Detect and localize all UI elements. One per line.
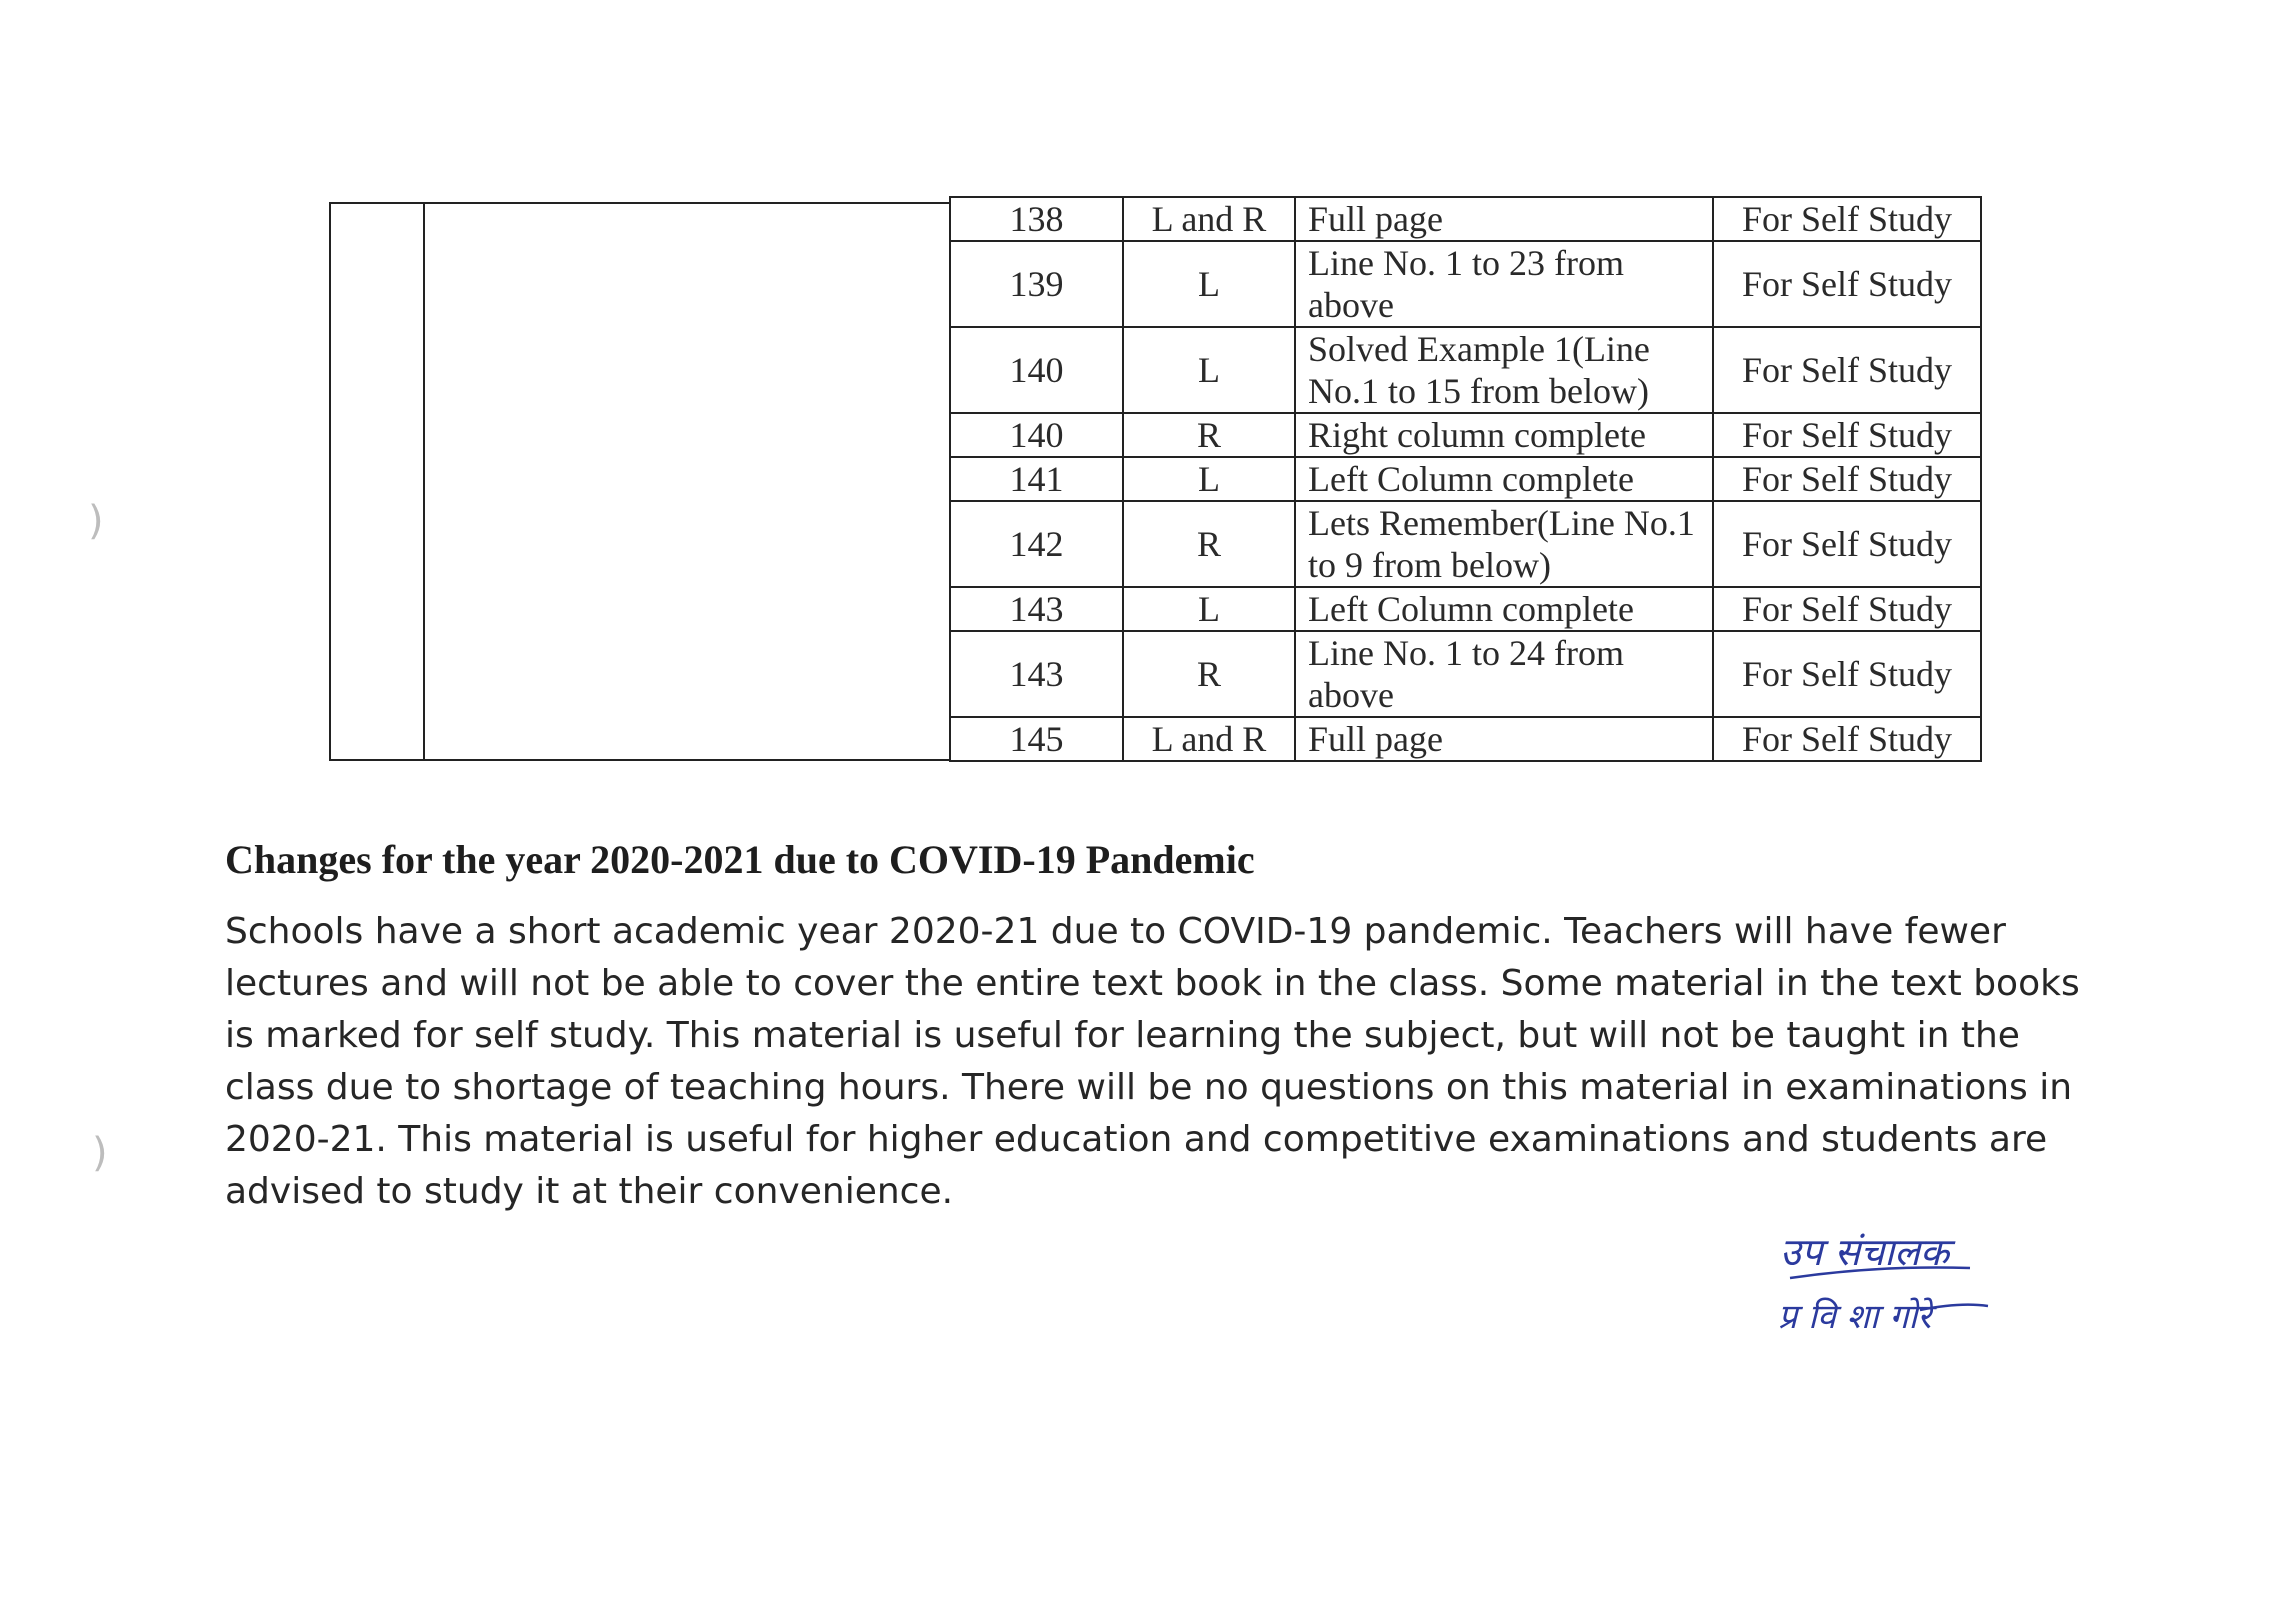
remark-cell: For Self Study	[1713, 413, 1981, 457]
remark-cell: For Self Study	[1713, 327, 1981, 413]
page-number-cell: 141	[950, 457, 1123, 501]
page-number-cell: 140	[950, 327, 1123, 413]
remark-cell: For Self Study	[1713, 717, 1981, 761]
column-cell: L and R	[1123, 717, 1295, 761]
table-row	[950, 717, 1981, 761]
signature-line2: प्र वि शा गोरे	[1778, 1297, 1932, 1337]
notice-heading: Changes for the year 2020-2021 due to COVID-19 Pandemic	[225, 837, 1255, 882]
notice-body: Schools have a short academic year 2020-21 due to COVID-19 pandemic. Teachers will have fewer lectures and will not be able to cover the entire text book in the class. Some material in the text books is marked for self study. This material is useful for learning the subject, but will not be taught in the class due to shortage of teaching hours. There will be no questions on this material in examinations in 2020-21. This material is useful for higher education and competitive examinations and students are advised to study it at their convenience.	[225, 911, 2080, 1212]
table-row	[950, 501, 1981, 587]
signature-mark	[1770, 1210, 2000, 1360]
page-number-cell: 143	[950, 587, 1123, 631]
remark-cell: For Self Study	[1713, 587, 1981, 631]
signature-line1: उप संचालक	[1780, 1230, 1950, 1274]
description-cell: Left Column complete	[1295, 587, 1713, 631]
remark-cell: For Self Study	[1713, 501, 1981, 587]
page-number-cell: 142	[950, 501, 1123, 587]
page-number-cell: 145	[950, 717, 1123, 761]
table-row	[950, 197, 1981, 241]
scan-mark-upper: )	[88, 498, 104, 544]
table-row	[950, 457, 1981, 501]
table-column-divider	[423, 204, 425, 759]
description-cell: Line No. 1 to 24 from above	[1295, 631, 1713, 717]
table-row	[950, 327, 1981, 413]
column-cell: L	[1123, 241, 1295, 327]
scan-mark-lower: )	[92, 1130, 108, 1176]
table-blank-columns	[329, 202, 951, 761]
remark-cell: For Self Study	[1713, 241, 1981, 327]
column-cell: L	[1123, 457, 1295, 501]
description-cell: Full page	[1295, 197, 1713, 241]
description-cell: Solved Example 1(Line No.1 to 15 from below)	[1295, 327, 1713, 413]
table-row	[950, 587, 1981, 631]
description-cell: Right column complete	[1295, 413, 1713, 457]
table-row	[950, 631, 1981, 717]
page-number-cell: 138	[950, 197, 1123, 241]
description-cell: Lets Remember(Line No.1 to 9 from below)	[1295, 501, 1713, 587]
column-cell: L and R	[1123, 197, 1295, 241]
page-number-cell: 140	[950, 413, 1123, 457]
column-cell: L	[1123, 327, 1295, 413]
remark-cell: For Self Study	[1713, 197, 1981, 241]
remark-cell: For Self Study	[1713, 457, 1981, 501]
column-cell: R	[1123, 631, 1295, 717]
table-row	[950, 241, 1981, 327]
description-cell: Line No. 1 to 23 from above	[1295, 241, 1713, 327]
page-number-cell: 139	[950, 241, 1123, 327]
self-study-table	[949, 196, 1982, 762]
description-cell: Left Column complete	[1295, 457, 1713, 501]
description-cell: Full page	[1295, 717, 1713, 761]
table-row	[950, 413, 1981, 457]
column-cell: R	[1123, 413, 1295, 457]
page-number-cell: 143	[950, 631, 1123, 717]
column-cell: R	[1123, 501, 1295, 587]
remark-cell: For Self Study	[1713, 631, 1981, 717]
column-cell: L	[1123, 587, 1295, 631]
